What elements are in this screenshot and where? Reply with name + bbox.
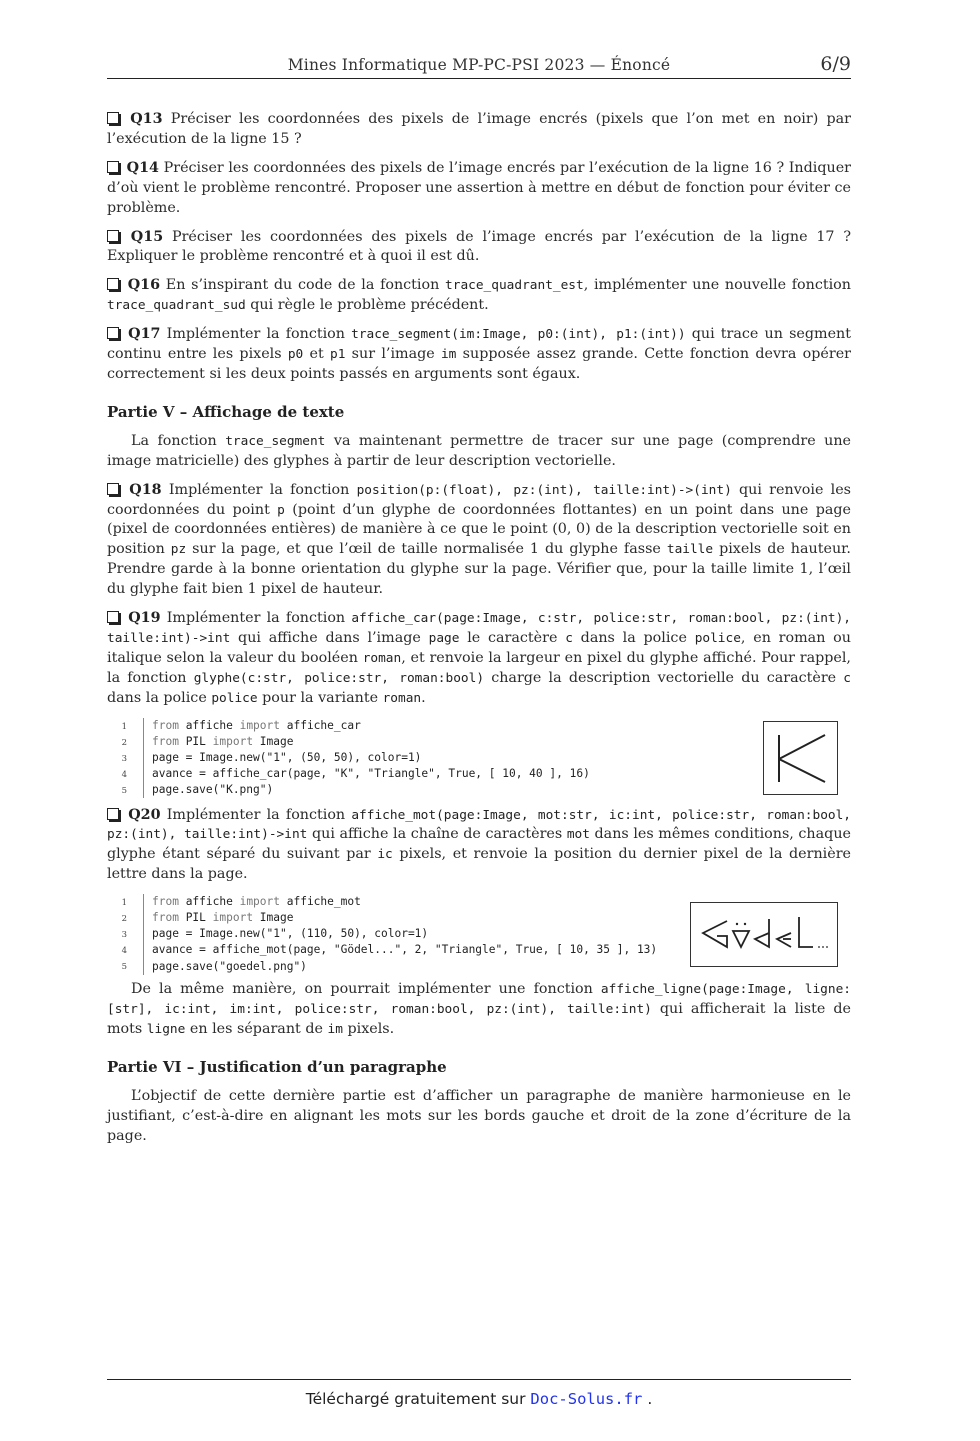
code-line: from PIL import Image <box>152 911 294 925</box>
question-q18: Q18 Implémenter la fonction position(p:(float), pz:(int), taille:int)->(int) qui renvoie les coordonnées du point p (point d’un glyphe de coordonnées flottantes) en un point dans une page (pixel de coordonnées entières) de manière à ce que le point (0, 0) de la description vectorielle soit en position pz sur la page, et que l’œil de taille normalisée 1 du glyphe fasse taille pixels de hauteur. Prendre garde à la bonne orientation du glyphe sur la page. Vérifier que, pour la taille limite 1, l’œil du glyphe fait bien 1 pixel de hauteur. <box>107 481 852 598</box>
doc-solus-link[interactable]: Doc-Solus.fr <box>530 1390 643 1408</box>
code-listing-1: 1 2 3 4 5 from affiche import affiche_car from PIL import Image page = Image.new("1", (50, 50), color=1) avance = affiche_car(page, "K", "Triangle", True, [ 10, 40 ], 16) page.save("K.png") <box>107 718 851 800</box>
code-line: page.save("goedel.png") <box>152 959 307 973</box>
checkbox-icon <box>107 161 119 173</box>
part6-intro: L’objectif de cette dernière partie est d’afficher un paragraphe de manière harmonieuse en le justifiant, c’est-à-dire en alignant les mots sur les bords gauche et droit de la zone d’écriture de la page. <box>107 1087 851 1144</box>
code-line: avance = affiche_car(page, "K", "Triangle", True, [ 10, 40 ], 16) <box>152 766 590 780</box>
footer-text: Téléchargé gratuitement sur Doc-Solus.fr . <box>305 1390 653 1408</box>
part5-intro: La fonction trace_segment va maintenant permettre de tracer sur une page (comprendre une image matricielle) des glyphes à partir de leur description vectorielle. <box>107 432 851 469</box>
page-footer <box>107 1379 851 1408</box>
checkbox-icon <box>107 327 119 339</box>
code-line: page.save("K.png") <box>152 782 274 796</box>
header-title: Mines Informatique MP-PC-PSI 2023 — Énoncé <box>287 56 671 74</box>
code-line: page = Image.new("1", (50, 50), color=1) <box>152 750 422 764</box>
code-line: from PIL import Image <box>152 734 294 748</box>
question-q20: Q20 Implémenter la fonction affiche_mot(page:Image, mot:str, ic:int, police:str, roman:bool, pz:(int), taille:int)->int qui affiche la chaîne de caractères mot dans les mêmes conditions, chaque glyphe étant séparé du suivant par ic pixels, et renvoie la position du dernier pixel de la dernière lettre dans la page. <box>107 806 852 883</box>
godel-glyph-image <box>690 902 838 967</box>
question-q16: Q16 En s’inspirant du code de la fonction trace_quadrant_est, implémenter une nouvelle fonction trace_quadrant_sud qui règle le problème précédent. <box>107 277 851 314</box>
code-line: page = Image.new("1", (110, 50), color=1) <box>152 927 429 941</box>
question-q17: Q17 Implémenter la fonction trace_segment(im:Image, p0:(int), p1:(int)) qui trace un segment continu entre les pixels p0 et p1 sur l’image im supposée assez grande. Cette fonction devra opérer correctement si les deux points passés en arguments sont égaux. <box>107 326 852 382</box>
question-q13: Q13 Préciser les coordonnées des pixels de l’image encrés (pixels que l’on met en noir) par l’exécution de la ligne 15 ? <box>107 111 851 147</box>
code-line: from affiche import affiche_car <box>152 718 361 732</box>
checkbox-icon <box>107 278 119 290</box>
question-q14: Q14 Préciser les coordonnées des pixels de l’image encrés par l’exécution de la ligne 16 ? Indiquer d’où vient le problème rencontré. Proposer une assertion à mettre en début de fonction pour éviter ce problème. <box>107 159 852 216</box>
checkbox-icon <box>107 112 119 124</box>
code-line: avance = affiche_mot(page, "Gödel...", 2, "Triangle", True, [ 10, 35 ], 13) <box>152 943 658 957</box>
section-title-part5: Partie V – Affichage de texte <box>107 402 345 421</box>
question-q19: Q19 Implémenter la fonction affiche_car(page:Image, c:str, police:str, roman:bool, pz:(int), taille:int)->int qui affiche dans l’image page le caractère c dans la police police, en roman ou italique selon la valeur du booléen roman, et renvoie la largeur en pixel du glyphe affiché. Pour rappel, la fonction glyphe(c:str, police:str, roman:bool) charge la description vectorielle du caractère c dans la police police pour la variante roman. <box>107 610 852 706</box>
main-content <box>107 110 851 1156</box>
checkbox-icon <box>107 808 119 820</box>
page-number: 6/9 <box>820 53 851 75</box>
k-glyph-icon <box>764 722 837 794</box>
checkbox-icon <box>107 230 119 242</box>
checkbox-icon <box>107 611 119 623</box>
question-q15: Q15 Préciser les coordonnées des pixels de l’image encrés par l’exécution de la ligne 17 ? Expliquer le problème rencontré et à quoi il est dû. <box>107 228 851 265</box>
godel-word-icon <box>691 903 837 966</box>
code-line: from affiche import affiche_mot <box>152 895 361 909</box>
affiche-ligne-paragraph: De la même manière, on pourrait implémenter une fonction affiche_ligne(page:Image, ligne:[str], ic:int, im:int, police:str, roman:bool, pz:(int), taille:int) qui afficherait la liste de mots ligne en les séparant de im pixels. <box>107 981 851 1037</box>
checkbox-icon <box>107 483 119 495</box>
code-listing-2: 1 2 3 4 5 from affiche import affiche_mot from PIL import Image page = Image.new("1", (110, 50), color=1) avance = affiche_mot(page, "Gödel...", 2, "Triangle", True, [ 10, 35 ], 13) page.save("goedel.png") <box>107 894 851 974</box>
page-header <box>107 54 851 79</box>
k-glyph-image <box>763 721 838 795</box>
section-title-part6: Partie VI – Justification d’un paragraphe <box>107 1057 447 1076</box>
